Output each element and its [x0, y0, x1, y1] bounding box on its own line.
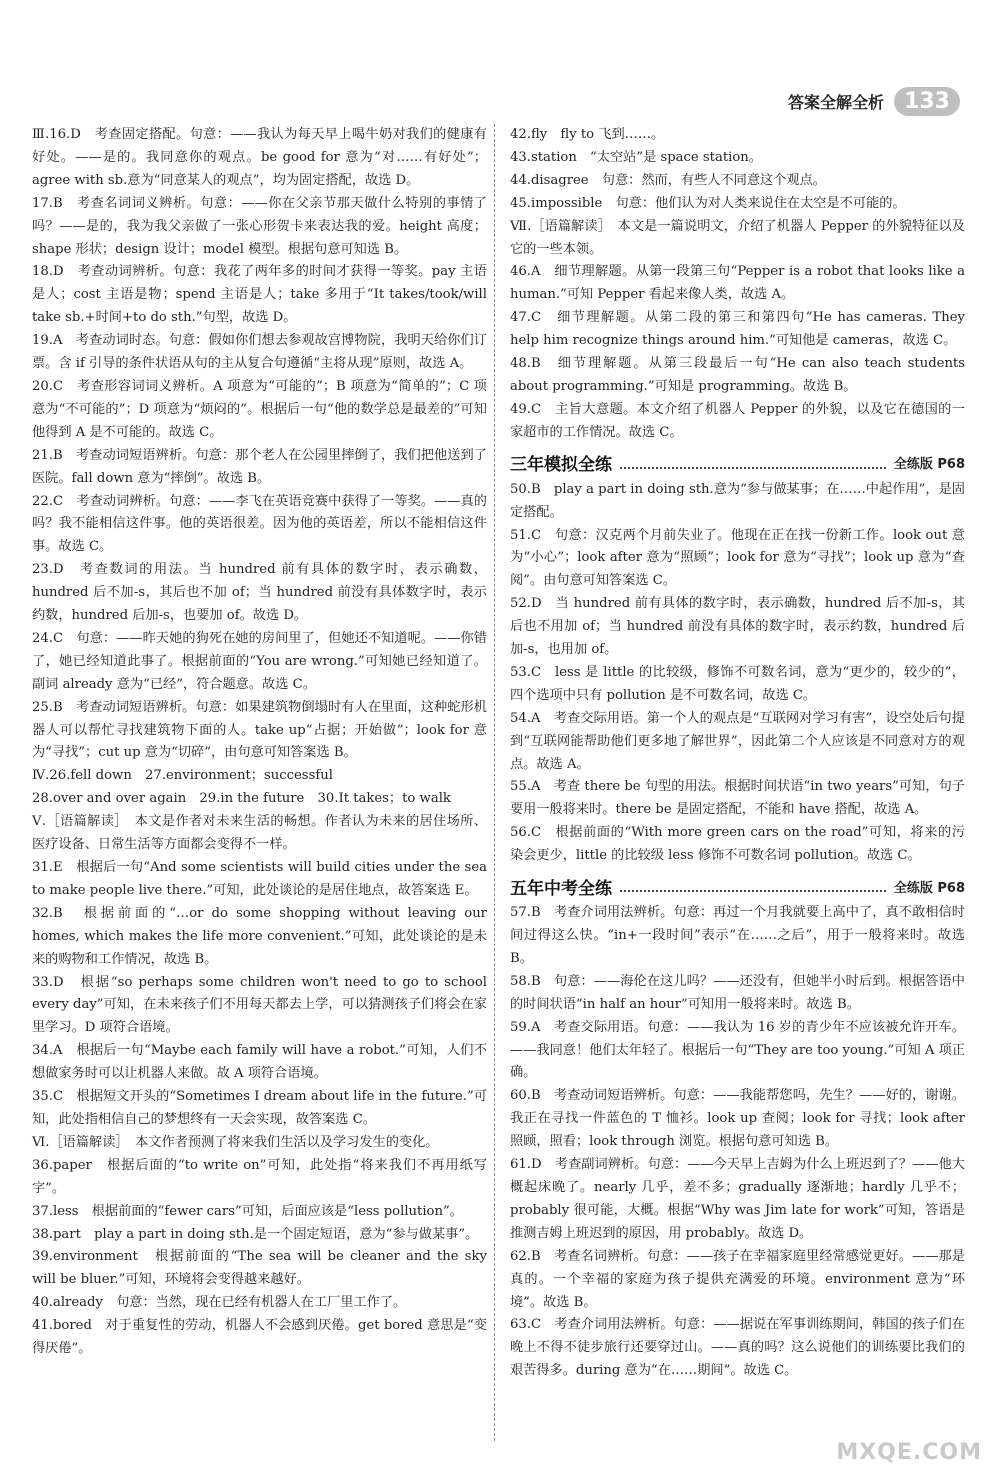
- answer-entry: Ⅴ.［语篇解读］ 本文是作者对未来生活的畅想。作者认为未来的居住场所、医疗设备、日常生活等方面都会变得不一样。: [32, 814, 487, 853]
- answer-entry: 34.A 根据后一句“Maybe each family will have a robot.”可知，人们不想做家务时可以让机器人来做。故 A 项符合语境。: [32, 1043, 487, 1082]
- answer-entry: 62.B 考查名词辨析。句意：——孩子在幸福家庭里经常感觉更好。——那是真的。一个幸福的家庭为孩子提供充满爱的环境。environment 意为“环境”。故选 B。: [510, 1248, 965, 1310]
- section-five-title: 五年中考全练: [510, 878, 612, 899]
- section-five-header: [510, 874, 965, 898]
- answer-entry: 44.disagree 句意：然而，有些人不同意这个观点。: [510, 172, 826, 188]
- answer-entry: 36.paper 根据后面的“to write on”可知，此处指“将来我们不再用纸写字”。: [32, 1157, 487, 1196]
- answer-entry: 43.station “太空站”是 space station。: [510, 149, 762, 165]
- right-column-top: [510, 124, 965, 445]
- answer-entry: 63.C 考查介词用法辨析。句意：——据说在军事训练期间，韩国的孩子们在晚上不得不徒步旅行还要穿过山。——真的吗？这么说他们的训练要比我们的艰苦得多。during 意为“在……期间”。故选 C。: [510, 1317, 965, 1379]
- section-five-items: [510, 902, 965, 1383]
- left-column: [32, 124, 487, 1361]
- answer-entry: 53.C less 是 little 的比较级，修饰不可数名词，意为“更少的，较少的”，四个选项中只有 pollution 是不可数名词，故选 C。: [510, 664, 965, 703]
- section-five-ref: 全练版 P68: [893, 880, 965, 896]
- answer-entry: 40.already 句意：当然，现在已经有机器人在工厂里工作了。: [32, 1295, 407, 1311]
- section-five-dots: [620, 880, 886, 892]
- answer-entry: 37.less 根据前面的“fewer cars”可知，后面应该是“less pollution”。: [32, 1203, 463, 1219]
- answer-entry: 52.D 当 hundred 前有具体的数字时，表示确数，hundred 后不加-s，其后也不用加 of；当 hundred 前没有具体的数字时，表示约数，hundred 后加-s，也用加 of。: [510, 596, 965, 658]
- section-three-header: [510, 451, 965, 475]
- section-three-ref: 全练版 P68: [893, 457, 965, 473]
- section-three-title: 三年模拟全练: [510, 455, 612, 476]
- answer-entry: 56.C 根据前面的“With more green cars on the road”可知，将来的污染会更少，little 的比较级 less 修饰不可数名词 pollution。故选 C。: [510, 825, 965, 864]
- answer-entry: 54.A 考查交际用语。第一个人的观点是“互联网对学习有害”，设空处后句提到“互联网能帮助他们更多地了解世界”，因此第二个人应该是不同意对方的观点。故选 A。: [510, 710, 965, 772]
- answer-entry: 28.over and over again 29.in the future 30.It takes；to walk: [32, 791, 451, 807]
- answer-entry: 49.C 主旨大意题。本文介绍了机器人 Pepper 的外貌，以及它在德国的一家超市的工作情况。故选 C。: [510, 401, 965, 440]
- answer-entry: 18.D 考查动词辨析。句意：我花了两年多的时间才获得一等奖。pay 主语是人；cost 主语是物；spend 主语是人；take 多用于“It takes/took/will take sb.+时间+to do sth.”句型，故选 D。: [32, 264, 487, 326]
- answer-entry: 42.fly fly to 飞到……。: [510, 127, 665, 142]
- answer-entry: 22.C 考查动词辨析。句意：——李飞在英语竞赛中获得了一等奖。——真的吗？我不能相信这件事。他的英语很差。因为他的英语差，所以不能相信这件事。故选 C。: [32, 493, 487, 555]
- answer-entry: 20.C 考查形容词词义辨析。A 项意为“可能的”；B 项意为“简单的”；C 项意为“不可能的”；D 项意为“烦闷的”。根据后一句“他的数学总是最差的”可知他得到 A 是不可能的。故选 C。: [32, 378, 487, 440]
- answer-entry: 23.D 考查数词的用法。当 hundred 前有具体的数字时，表示确数，hundred 后不加-s，其后也不加 of；当 hundred 前没有具体数字时，表示约数，hundred 后加-s，也要加 of。故选 D。: [32, 562, 487, 624]
- answer-entry: 57.B 考查介词用法辨析。句意：再过一个月我就要上高中了，真不敢相信时间过得这么快。“in+一段时间”表示“在……之后”，用于一般将来时。故选 B。: [510, 905, 965, 966]
- answer-entry: 46.A 细节理解题。从第一段第三句“Pepper is a robot that looks like a human.”可知 Pepper 看起来像人类，故选 A。: [510, 264, 965, 303]
- page-header: [788, 84, 960, 118]
- answer-entry: 19.A 考查动词时态。句意：假如你们想去参观故宫博物院，我明天给你们订票。含 if 引导的条件状语从句的主从复合句遵循“主将从现”原则，故选 A。: [32, 333, 487, 372]
- answer-entry: 33.D 根据“so perhaps some children won't need to go to school every day”可知，在未来孩子们不用每天都去上学，可以猜测孩子们将会在家里学习。D 项符合语境。: [32, 974, 487, 1036]
- answer-entry: 50.B play a part in doing sth.意为“参与做某事；在……中起作用”，是固定搭配。: [510, 481, 965, 520]
- section-three-dots: [620, 457, 886, 469]
- page-number: 133: [894, 87, 960, 116]
- answer-entry: 41.bored 对于重复性的劳动，机器人不会感到厌倦。get bored 意思是“变得厌倦”。: [32, 1318, 487, 1357]
- column-divider: [494, 124, 495, 1441]
- answer-entry: 17.B 考查名词词义辨析。句意：——你在父亲节那天做什么特别的事情了吗？——是的，我为我父亲做了一张心形贺卡来表达我的爱。height 高度；shape 形状；design 设计；model 模型。根据句意可知选 B。: [32, 195, 487, 257]
- answer-entry: 38.part play a part in doing sth.是一个固定短语，意为“参与做某事”。: [32, 1226, 479, 1242]
- answer-entry: 58.B 句意：——海伦在这儿吗？——还没有，但她半小时后到。根据答语中的时间状语“in half an hour”可知用一般将来时。故选 B。: [510, 973, 965, 1012]
- section-three-items: [510, 479, 965, 868]
- answer-entry: 32.B 根据前面的“…or do some shopping without leaving our homes, which makes the life more convenient.”可知，此处谈论的是未来的购物和工作情况，故选 B。: [32, 905, 487, 967]
- answer-entry: 51.C 句意：汉克两个月前失业了。他现在正在找一份新工作。look out 意为“小心”；look after 意为“照顾”；look for 意为“寻找”；look up 意为“查阅”。由句意可知答案选 C。: [510, 527, 965, 589]
- answer-entry: Ⅵ.［语篇解读］ 本文作者预测了将来我们生活以及学习发生的变化。: [32, 1134, 439, 1150]
- answer-entry: 60.B 考查动词短语辨析。句意：——我能帮您吗，先生？——好的，谢谢。我正在寻找一件蓝色的 T 恤衫。look up 查阅；look for 寻找；look after 照顾，照看；look through 浏览。根据句意可知选 B。: [510, 1088, 965, 1150]
- answer-entry: 55.A 考查 there be 句型的用法。根据时间状语“in two years”可知，句子要用一般将来时。there be 是固定搭配，不能和 have 搭配，故选 A。: [510, 779, 965, 818]
- answer-entry: Ⅳ.26.fell down 27.environment；successful: [32, 768, 333, 784]
- answer-entry: Ⅲ.16.D 考查固定搭配。句意：——我认为每天早上喝牛奶对我们的健康有好处。——是的。我同意你的观点。be good for 意为“对……有好处”；agree with sb.意为“同意某人的观点”，均为固定搭配，故选 D。: [32, 127, 487, 188]
- answer-entry: Ⅶ.［语篇解读］ 本文是一篇说明文，介绍了机器人 Pepper 的外貌特征以及它的一些本领。: [510, 218, 965, 257]
- header-title: 答案全解全析: [788, 92, 885, 112]
- answer-entry: 39.environment 根据前面的“The sea will be cleaner and the sky will be bluer.”可知，环境将会变得越来越好。: [32, 1249, 487, 1288]
- answer-entry: 61.D 考查副词辨析。句意：——今天早上吉姆为什么上班迟到了？——他大概起床晚了。nearly 几乎，差不多；gradually 逐渐地；hardly 几乎不；probably 很可能，大概。根据“Why was Jim late for work”可知，答语是推测吉姆上班迟到的原因，用 probably。故选 D。: [510, 1157, 965, 1241]
- answer-entry: 21.B 考查动词短语辨析。句意：那个老人在公园里摔倒了，我们把他送到了医院。fall down 意为“摔倒”。故选 B。: [32, 447, 487, 486]
- answer-entry: 31.E 根据后一句“And some scientists will build cities under the sea to make people live there.”可知，此处谈论的是居住地点，故答案选 E。: [32, 860, 487, 898]
- right-column: [510, 124, 965, 1383]
- answer-entry: 35.C 根据短文开头的“Sometimes I dream about life in the future.”可知，此处指相信自己的梦想终有一天会实现，故答案选 C。: [32, 1089, 487, 1127]
- answer-entry: 48.B 细节理解题。从第三段最后一句“He can also teach students about programming.”可知是 programming。故选 B。: [510, 356, 965, 394]
- watermark: MXQE.COM: [836, 1440, 982, 1465]
- answer-entry: 25.B 考查动词短语辨析。句意：如果建筑物倒塌时有人在里面，这种蛇形机器人可以帮忙寻找建筑物下面的人。take up“占据；开始做”；look for 意为“寻找”；cut up 意为“切碎”，由句意可知答案选 B。: [32, 699, 487, 761]
- answer-entry: 24.C 句意：——昨天她的狗死在她的房间里了，但她还不知道呢。——你错了，她已经知道此事了。根据前面的“You are wrong.”可知她已经知道了。副词 already 意为“已经”，符合题意。故选 C。: [32, 630, 487, 692]
- answer-entry: 59.A 考查交际用语。句意：——我认为 16 岁的青少年不应该被允许开车。——我同意！他们太年轻了。根据后一句“They are too young.”可知 A 项正确。: [510, 1019, 965, 1081]
- answer-entry: 47.C 细节理解题。从第二段的第三和第四句“He has cameras. They help him recognize things around him.”可知他是 cameras，故选 C。: [510, 310, 965, 349]
- answer-entry: 45.impossible 句意：他们认为对人类来说住在太空是不可能的。: [510, 195, 906, 211]
